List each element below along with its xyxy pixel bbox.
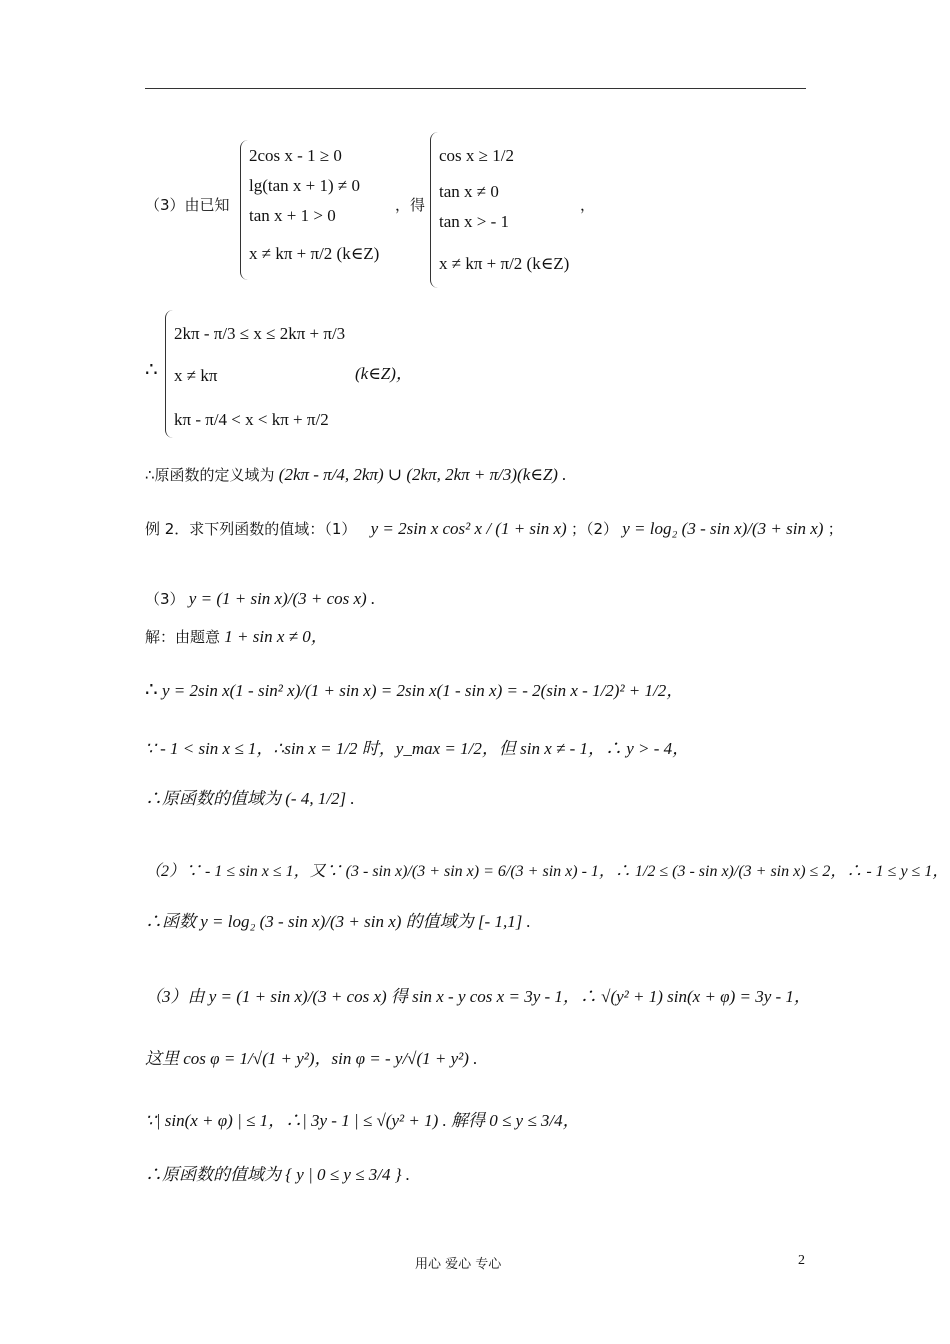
system-derived-line-1: cos x ≥ 1/2	[439, 146, 514, 165]
part2-line-1: （2）∵ - 1 ≤ sin x ≤ 1，又∵ (3 - sin x)/(3 + sin x) = 6/(3 + sin x) - 1，∴ 1/2 ≤ (3 - sin x)/(3 + sin x) ≤ 2，∴ - 1 ≤ y ≤ 1，	[145, 863, 949, 880]
part3-line-3: ∵| sin(x + φ) | ≤ 1，∴| 3y - 1 | ≤ √(y² + 1) . 解得 0 ≤ y ≤ 3/4，	[145, 1111, 580, 1130]
page-number: 2	[798, 1253, 805, 1268]
system-solution-line-1: 2kπ - π/3 ≤ x ≤ 2kπ + π/3	[174, 324, 346, 343]
example2-part3	[145, 590, 375, 607]
part3-line-2: 这里 cos φ = 1/√(1 + y²)，sin φ = - y/√(1 + y²) .	[145, 1049, 478, 1068]
header-rule	[145, 88, 806, 89]
example2-part3-label: （3）	[145, 590, 185, 608]
solution-y-expression-text: y = 2sin x(1 - sin² x)/(1 + sin x) = 2sin x(1 - sin x) = - 2(sin x - 1/2)² + 1/2，	[161, 681, 684, 700]
domain-result-text: ∴原函数的定义域为	[145, 466, 275, 484]
footer-text: 用心 爱心 专心	[415, 1257, 502, 1272]
solution-intro	[145, 628, 328, 645]
example2-end: ；	[827, 520, 843, 538]
system-given-line-2: lg(tan x + 1) ≠ 0	[249, 176, 360, 195]
system-derived-line-4: x ≠ kπ + π/2 (k∈Z)	[439, 254, 570, 273]
system-solution	[165, 310, 345, 438]
therefore-symbol: ∴	[145, 359, 158, 381]
solution-label: 解：由题意	[145, 628, 221, 646]
domain-result	[145, 466, 566, 483]
example2-label: 例 2．求下列函数的值域：（1）	[145, 520, 357, 538]
example2-function-1: y = 2sin x cos² x / (1 + sin x)	[370, 519, 567, 538]
system-derived	[430, 132, 569, 288]
part3-de: ，得	[395, 196, 426, 214]
comma-after-system: ，	[580, 196, 596, 214]
system-given-line-4: x ≠ kπ + π/2 (k∈Z)	[249, 244, 380, 263]
part2-line-2: ∴函数 y = log₂ (3 - sin x)/(3 + sin x) 的值域为 [- 1,1] .	[145, 912, 531, 931]
k-in-z: (k∈Z)，	[355, 364, 413, 383]
part3-line-4: ∴原函数的值域为 { y | 0 ≤ y ≤ 3/4 } .	[145, 1165, 410, 1184]
part3-line-1: （3）由 y = (1 + sin x)/(3 + cos x) 得 sin x - y cos x = 3y - 1，∴ √(y² + 1) sin(x + φ) = 3y - 1，	[145, 987, 811, 1006]
system-given-line-3: tan x + 1 > 0	[249, 206, 336, 225]
example2-function-2: y = log₂ (3 - sin x)/(3 + sin x)	[622, 519, 824, 538]
solution-condition: 1 + sin x ≠ 0，	[224, 627, 328, 646]
example2-line	[145, 520, 843, 537]
system-given	[240, 140, 379, 280]
system-solution-line-2: x ≠ kπ	[174, 366, 218, 385]
example2-function-3: y = (1 + sin x)/(3 + cos x) .	[188, 589, 376, 608]
system-derived-line-3: tan x > - 1	[439, 212, 510, 231]
system-solution-line-3: kπ - π/4 < x < kπ + π/2	[174, 410, 329, 429]
solution-y-expression	[145, 680, 683, 700]
therefore-symbol-2: ∴	[145, 679, 158, 701]
system-given-line-1: 2cos x - 1 ≥ 0	[249, 146, 342, 165]
domain-result-math: (2kπ - π/4, 2kπ) ∪ (2kπ, 2kπ + π/3)(k∈Z) .	[278, 465, 567, 484]
example2-mid: ；（2）	[570, 520, 619, 538]
range-1: ∴原函数的值域为 (- 4, 1/2] .	[145, 789, 355, 808]
part3-intro: （3）由已知	[145, 196, 230, 214]
because-line: ∵ - 1 < sin x ≤ 1，∴sin x = 1/2 时，y_max = 1/2，但 sin x ≠ - 1，∴ y > - 4，	[145, 739, 690, 758]
system-derived-line-2: tan x ≠ 0	[439, 182, 499, 201]
